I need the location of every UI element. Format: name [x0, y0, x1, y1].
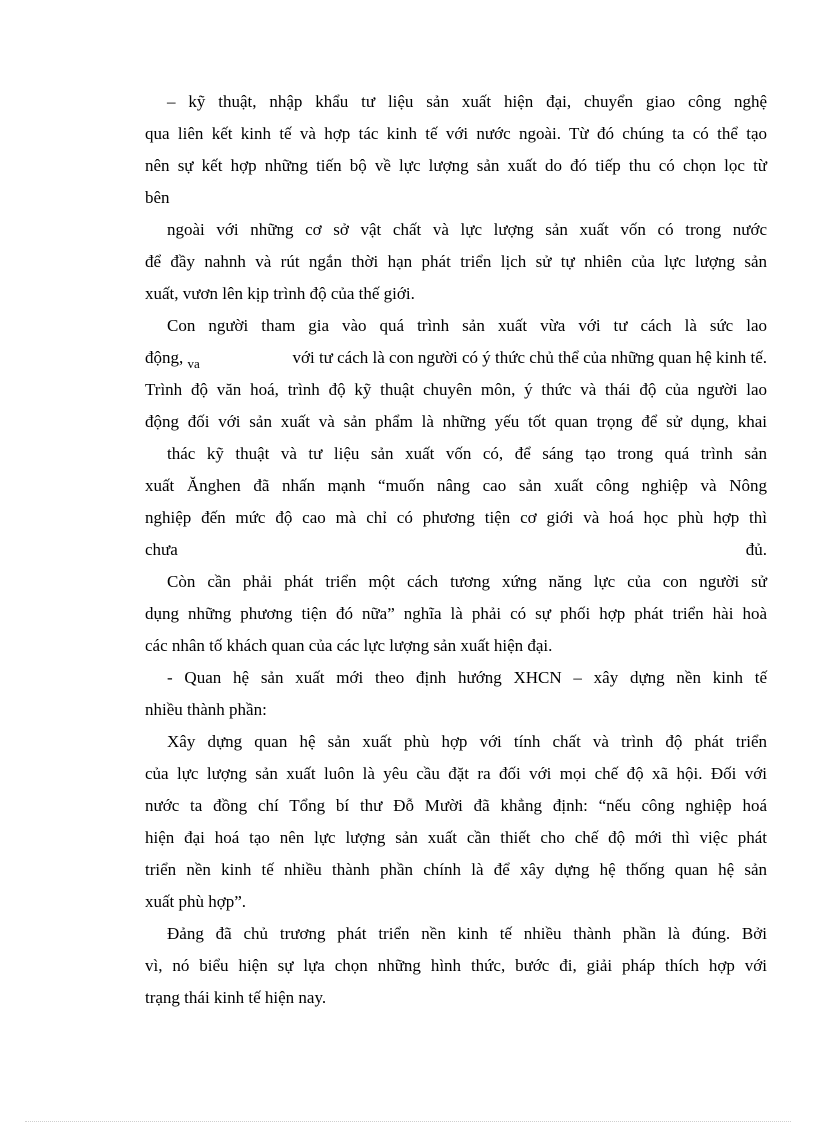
text-line: thác kỹ thuật và tư liệu sản xuất vốn có, để sáng tạo trong quá trình sản	[167, 444, 767, 463]
text-line-composite	[145, 534, 767, 566]
text-line: - Quan hệ sản xuất mới theo định hướng XHCN – xây dựng nền kinh tế	[167, 668, 767, 687]
text-line: nghiệp đến mức độ cao mà chỉ có phương tiện cơ giới và hoá học phù hợp thì	[145, 508, 767, 527]
text-line: vì, nó biểu hiện sự lựa chọn những hình thức, bước đi, giải pháp thích hợp với	[145, 956, 767, 975]
text-line: của lực lượng sản xuất luôn là yêu cầu đặt ra đối với mọi chế độ xã hội. Đối với	[145, 764, 767, 783]
text-line: Con người tham gia vào quá trình sản xuất vừa với tư cách là sức lao	[167, 316, 767, 335]
text-line: để đầy nahnh và rút ngắn thời hạn phát triển lịch sử tự nhiên của lực lượng sản	[145, 252, 767, 271]
text-line: Trình độ văn hoá, trình độ kỹ thuật chuyên môn, ý thức và thái độ của người lao	[145, 380, 767, 399]
text-line: xuất, vươn lên kịp trình độ của thế giới.	[145, 284, 415, 303]
text-line: triển nền kinh tế nhiều thành phần chính là để xây dựng hệ thống quan hệ sản	[145, 860, 767, 879]
text-line: qua liên kết kinh tế và hợp tác kinh tế với nước ngoài. Từ đó chúng ta có thể tạo	[145, 124, 767, 143]
subscript-fragment: va	[187, 356, 200, 371]
text-line: – kỹ thuật, nhập khẩu tư liệu sản xuất hiện đại, chuyển giao công nghệ	[167, 92, 767, 111]
text-line: nên sự kết hợp những tiến bộ về lực lượng sản xuất do đó tiếp thu có chọn lọc từ	[145, 156, 767, 175]
text-line: nước ta đồng chí Tổng bí thư Đỗ Mười đã khẳng định: “nếu công nghiệp hoá	[145, 796, 767, 815]
text-line: Đảng đã chủ trương phát triển nền kinh tế nhiều thành phần là đúng. Bởi	[167, 924, 767, 943]
body-text	[145, 86, 767, 1014]
text-line: Xây dựng quan hệ sản xuất phù hợp với tính chất và trình độ phát triển	[167, 732, 767, 751]
text-fragment: đủ.	[745, 540, 767, 559]
text-line: trạng thái kinh tế hiện nay.	[145, 988, 327, 1007]
text-line: động đối với sản xuất và sản phẩm là những yếu tốt quan trọng để sử dụng, khai	[145, 412, 767, 431]
text-line: Còn cần phải phát triển một cách tương xứng năng lực của con người sử	[167, 572, 767, 591]
text-line-composite	[145, 342, 767, 374]
text-line: bên	[145, 188, 170, 207]
text-fragment: chưa	[145, 540, 178, 559]
text-line: dụng những phương tiện đó nữa” nghĩa là phải có sự phối hợp phát triển hài hoà	[145, 604, 767, 623]
text-fragment: với tư cách là con người có ý thức chủ thể của những quan hệ kinh tế.	[292, 348, 767, 367]
text-line: nhiều thành phần:	[145, 700, 267, 719]
text-line: xuất phù hợp”.	[145, 892, 247, 911]
footer-divider	[25, 1121, 791, 1122]
text-line: ngoài với những cơ sở vật chất và lực lượng sản xuất vốn có trong nước	[167, 220, 767, 239]
text-line: hiện đại hoá tạo nên lực lượng sản xuất cần thiết cho chế độ mới thì việc phát	[145, 828, 767, 847]
text-fragment: động, $_{va}$	[145, 348, 200, 371]
text-line: xuất Ănghen đã nhấn mạnh “muốn nâng cao sản xuất công nghiệp và Nông	[145, 476, 767, 495]
text-line: các nhân tố khách quan của các lực lượng sản xuất hiện đại.	[145, 636, 553, 655]
